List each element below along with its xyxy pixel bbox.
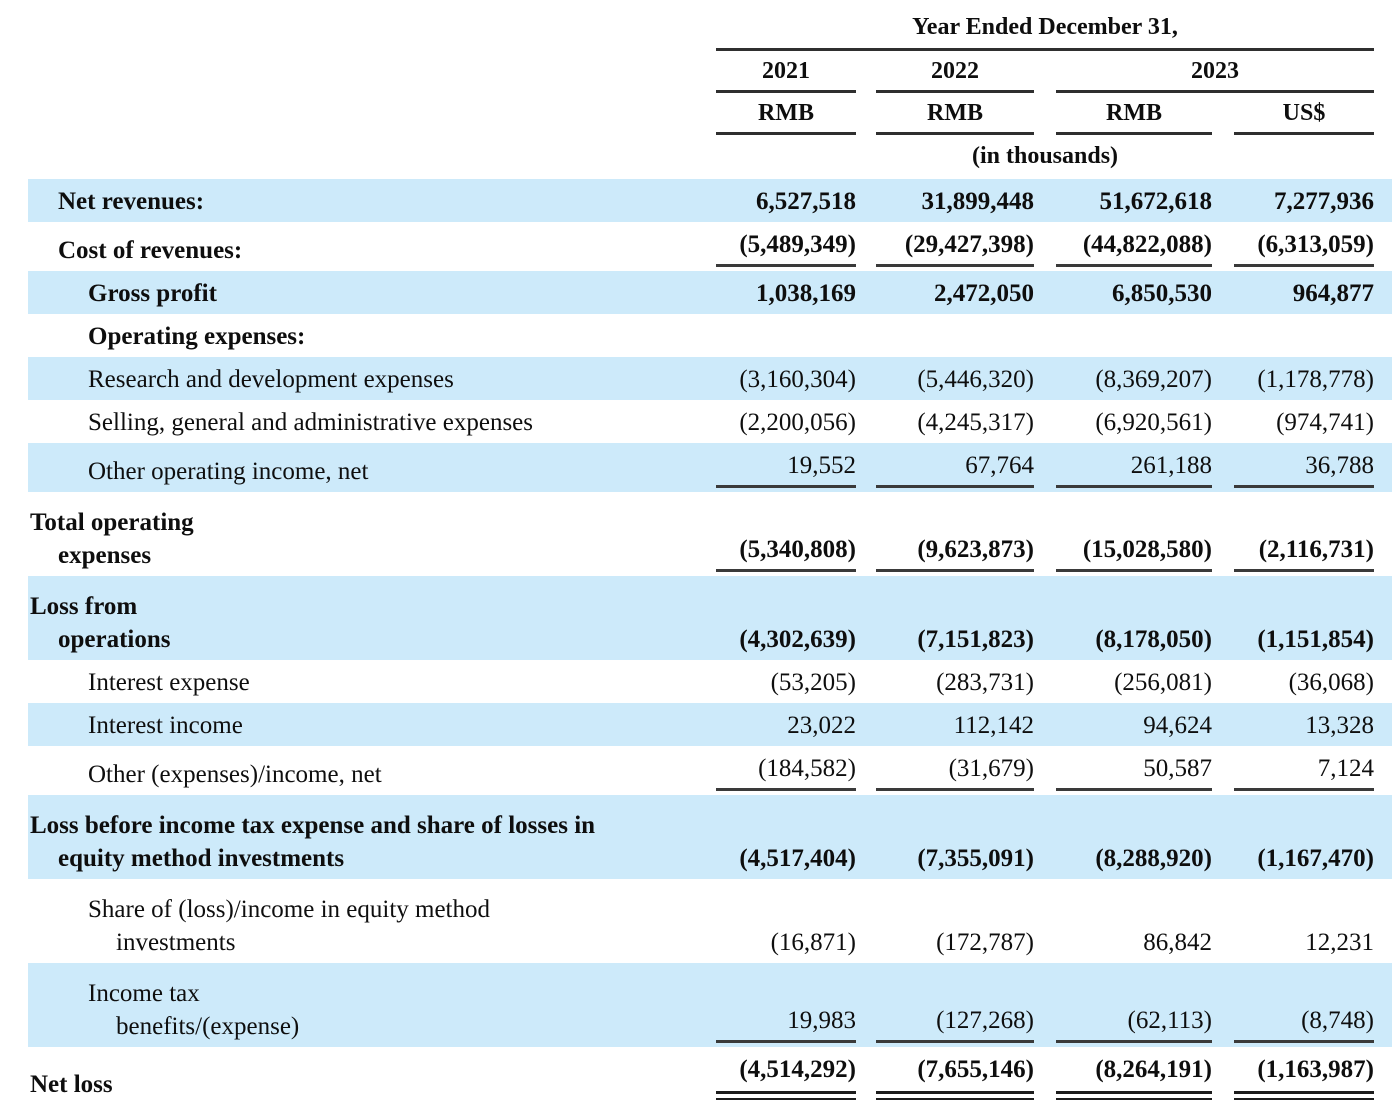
cell-2023-usd: 13,328 (1305, 712, 1374, 739)
row-label-line1: Loss from (30, 593, 138, 620)
row-loss-from-operations (28, 576, 1392, 660)
cell-2023-usd: 36,788 (1234, 449, 1374, 488)
row-interest-expense (28, 660, 1392, 703)
row-loss-before-income-tax (28, 795, 1392, 879)
row-net-revenues (28, 179, 1392, 222)
cell-2021-rmb: (4,514,292) (716, 1053, 856, 1100)
cell-2023-usd: (2,116,731) (1234, 533, 1374, 572)
row-share-of-loss-income-equity-method (28, 879, 1392, 963)
cell-2022-rmb: 2,472,050 (934, 280, 1034, 307)
cell-2023-rmb: 261,188 (1056, 449, 1212, 488)
cell-2021-rmb: (184,582) (716, 752, 856, 791)
row-label: Operating expenses: (88, 323, 306, 350)
cell-2023-usd: 7,124 (1234, 752, 1374, 791)
row-label: Gross profit (88, 280, 217, 307)
row-cost-of-revenues (28, 222, 1392, 271)
cell-2023-rmb: 94,624 (1143, 712, 1212, 739)
cell-2021-rmb: (2,200,056) (739, 409, 856, 436)
cell-2021-rmb: 19,552 (716, 449, 856, 488)
cell-2022-rmb: (29,427,398) (876, 228, 1034, 267)
header-years-row (716, 51, 1374, 93)
row-other-expenses-income (28, 746, 1392, 795)
cell-2022-rmb: (127,268) (876, 1004, 1034, 1043)
cell-2022-rmb: (9,623,873) (876, 533, 1034, 572)
cell-2023-rmb: (8,264,191) (1056, 1053, 1212, 1100)
cell-2021-rmb: 23,022 (787, 712, 856, 739)
cell-2023-usd: (1,163,987) (1234, 1053, 1374, 1100)
row-interest-income (28, 703, 1392, 746)
row-label-line1: Income tax (88, 980, 200, 1007)
cell-2021-rmb: (4,302,639) (739, 626, 856, 653)
header-year-2021: 2021 (716, 51, 856, 93)
header-year-2023: 2023 (1056, 51, 1374, 93)
row-label: Cost of revenues: (58, 237, 243, 264)
cell-2023-rmb: (256,081) (1114, 669, 1212, 696)
row-gross-profit (28, 271, 1392, 314)
cell-2023-rmb: 51,672,618 (1099, 188, 1212, 215)
header-currency-2023-rmb: RMB (1056, 93, 1212, 135)
cell-2021-rmb: (5,489,349) (716, 228, 856, 267)
cell-2023-usd: (8,748) (1234, 1004, 1374, 1043)
cell-2023-usd: (1,178,778) (1257, 366, 1374, 393)
row-label (28, 977, 716, 1043)
cell-2021-rmb: (16,871) (770, 929, 856, 956)
cell-2021-rmb: (3,160,304) (739, 366, 856, 393)
header-units-note: (in thousands) (971, 143, 1119, 169)
header-currency-2022-rmb: RMB (876, 93, 1034, 135)
table-header (716, 12, 1374, 179)
table-body (28, 179, 1392, 1100)
cell-2023-usd: (974,741) (1276, 409, 1374, 436)
cell-2023-rmb: 86,842 (1143, 929, 1212, 956)
cell-2021-rmb: (4,517,404) (739, 845, 856, 872)
cell-2021-rmb: 1,038,169 (756, 280, 856, 307)
cell-2023-usd: (6,313,059) (1234, 228, 1374, 267)
cell-2023-rmb: (62,113) (1056, 1004, 1212, 1043)
row-label-line2: investments (116, 929, 236, 956)
cell-2022-rmb: (172,787) (936, 929, 1034, 956)
row-label-line2: expenses (58, 542, 152, 569)
row-research-development (28, 357, 1392, 400)
cell-2021-rmb: (53,205) (770, 669, 856, 696)
cell-2021-rmb: 6,527,518 (756, 188, 856, 215)
cell-2023-rmb: (44,822,088) (1056, 228, 1212, 267)
row-label: Other operating income, net (88, 458, 369, 485)
cell-2023-rmb: 6,850,530 (1112, 280, 1212, 307)
row-selling-general-admin (28, 400, 1392, 443)
header-currency-2021-rmb: RMB (716, 93, 856, 135)
cell-2021-rmb: (5,340,808) (716, 533, 856, 572)
row-label (28, 590, 716, 656)
header-currency-2023-usd: US$ (1234, 93, 1374, 135)
row-other-operating-income (28, 443, 1392, 492)
cell-2022-rmb: (5,446,320) (917, 366, 1034, 393)
row-total-operating-expenses (28, 492, 1392, 576)
cell-2023-rmb: (8,288,920) (1095, 845, 1212, 872)
cell-2023-usd: 7,277,936 (1274, 188, 1374, 215)
cell-2022-rmb: (7,151,823) (917, 626, 1034, 653)
cell-2023-usd: (1,167,470) (1257, 845, 1374, 872)
row-label-line1: Total operating (30, 509, 194, 536)
cell-2022-rmb: (7,655,146) (876, 1053, 1034, 1100)
row-label: Research and development expenses (88, 366, 454, 393)
header-year-2022: 2022 (876, 51, 1034, 93)
header-period-title: Year Ended December 31, (716, 12, 1374, 51)
cell-2023-usd: 12,231 (1305, 929, 1374, 956)
row-net-loss (28, 1047, 1392, 1100)
row-label-line2: operations (58, 626, 171, 653)
row-label: Selling, general and administrative expenses (88, 409, 534, 436)
cell-2023-rmb: (6,920,561) (1095, 409, 1212, 436)
row-label: Net revenues: (58, 188, 205, 215)
header-currency-row (716, 93, 1374, 135)
cell-2022-rmb: 31,899,448 (921, 188, 1034, 215)
row-operating-expenses-heading (28, 314, 1392, 357)
cell-2023-rmb: (8,178,050) (1095, 626, 1212, 653)
row-label-line2: equity method investments (58, 845, 345, 872)
row-label: Interest expense (88, 669, 250, 696)
cell-2023-usd: (36,068) (1288, 669, 1374, 696)
cell-2023-usd: 964,877 (1292, 280, 1374, 307)
row-income-tax-benefits-expense (28, 963, 1392, 1047)
cell-2022-rmb: (4,245,317) (917, 409, 1034, 436)
row-label-line2: benefits/(expense) (116, 1013, 300, 1040)
cell-2023-rmb: 50,587 (1056, 752, 1212, 791)
row-label (28, 506, 716, 572)
cell-2022-rmb: 67,764 (876, 449, 1034, 488)
cell-2022-rmb: 112,142 (953, 712, 1034, 739)
income-statement-table (28, 12, 1392, 1100)
cell-2022-rmb: (283,731) (936, 669, 1034, 696)
cell-2023-rmb: (15,028,580) (1056, 533, 1212, 572)
row-label (28, 809, 716, 875)
row-label-line1: Share of (loss)/income in equity method (88, 896, 491, 923)
cell-2022-rmb: (7,355,091) (917, 845, 1034, 872)
cell-2022-rmb: (31,679) (876, 752, 1034, 791)
row-label (28, 893, 716, 959)
cell-2023-rmb: (8,369,207) (1095, 366, 1212, 393)
row-label: Interest income (88, 712, 243, 739)
cell-2021-rmb: 19,983 (716, 1004, 856, 1043)
row-label-line1: Loss before income tax expense and share of losses in (30, 812, 596, 839)
cell-2023-usd: (1,151,854) (1257, 626, 1374, 653)
row-label: Net loss (30, 1071, 113, 1098)
row-label: Other (expenses)/income, net (88, 761, 382, 788)
